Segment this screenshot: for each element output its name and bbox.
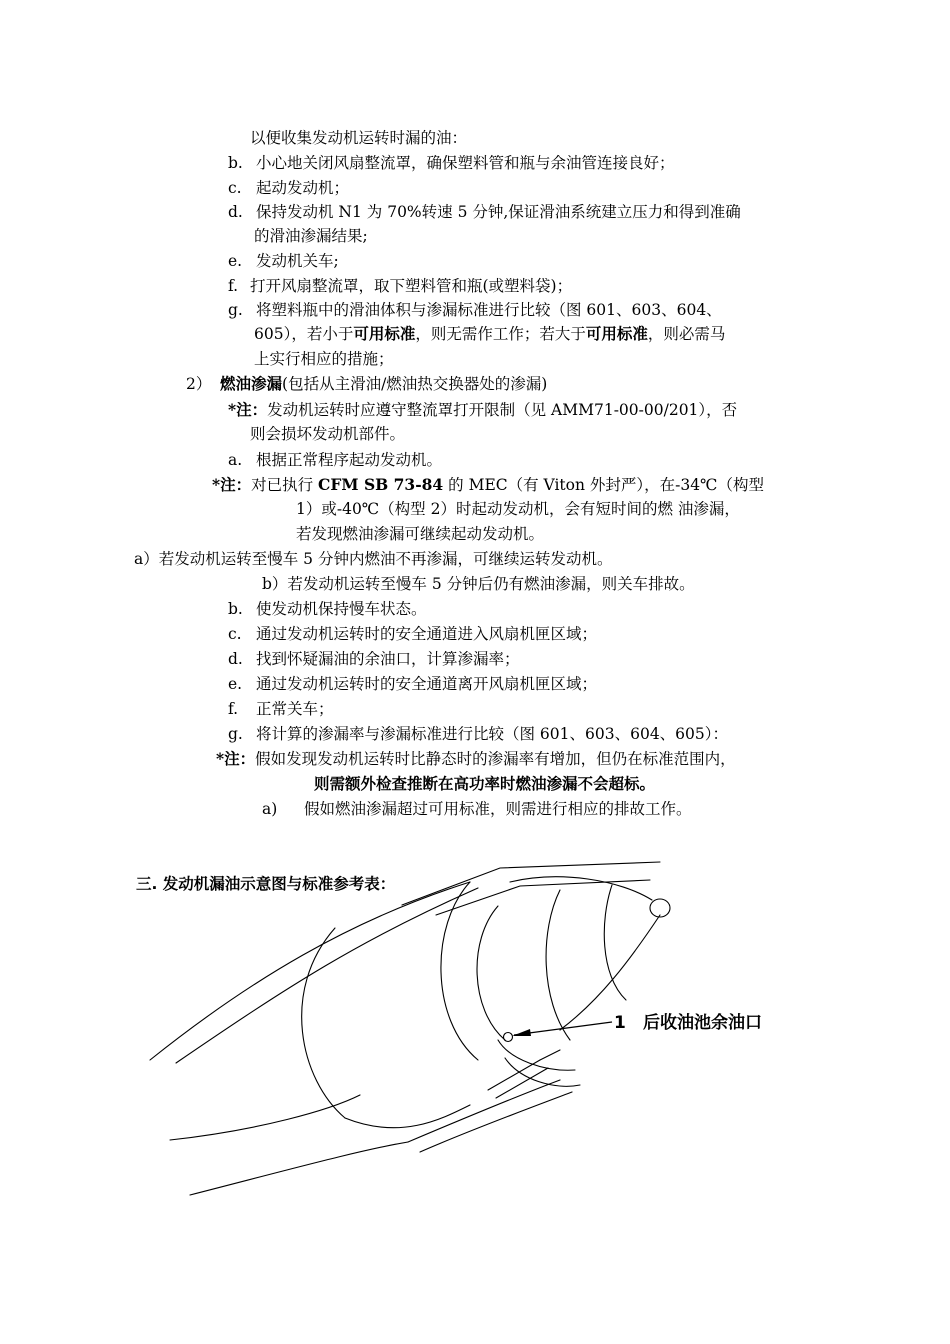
note-line: 则需额外检查推断在高功率时燃油渗漏不会超标。 <box>314 774 656 793</box>
text-line: 若发现燃油渗漏可继续起动发动机。 <box>296 525 545 543</box>
section-item: 2） 燃油渗漏(包括从主滑油/燃油热交换器处的渗漏) <box>186 374 548 393</box>
list-item: g. 将塑料瓶中的滑油体积与渗漏标准进行比较（图 601、603、604、 <box>228 301 722 319</box>
list-item: d. 保持发动机 N1 为 70%转速 5 分钟,保证滑油系统建立压力和得到准确 <box>228 203 741 221</box>
text-line: 605），若小于可用标准，则无需作工作；若大于可用标准，则必需马 <box>254 324 726 343</box>
list-item: g. 将计算的渗漏率与渗漏标准进行比较（图 601、603、604、605）： <box>228 725 729 743</box>
callout-number: 1 <box>614 1013 626 1033</box>
lower-cowl-line-2 <box>170 1095 360 1140</box>
cowl-arc <box>302 928 345 1118</box>
text-line: 1）或-40℃（构型 2）时起动发动机，会有短时间的燃 油渗漏， <box>296 500 740 518</box>
drain-tube-2 <box>496 1068 548 1098</box>
core-inner <box>477 906 505 1040</box>
list-item: e. 通过发动机运转时的安全通道离开风扇机匣区域； <box>228 675 598 693</box>
drain-tube-1 <box>488 1060 540 1090</box>
list-item: f. 打开风扇整流罩，取下塑料管和瓶(或塑料袋)； <box>228 277 573 295</box>
list-item: a. 根据正常程序起动发动机。 <box>228 451 443 469</box>
note-line: *注：发动机运转时应遵守整流罩打开限制（见 AMM71-00-00/201），否 <box>228 400 738 419</box>
callout-label: 后收油池余油口 <box>643 1013 762 1033</box>
lower-case-2 <box>420 1092 572 1152</box>
text-line: 以便收集发动机运转时漏的油： <box>250 129 468 147</box>
list-item: b. 使发动机保持慢车状态。 <box>228 600 427 618</box>
text-line: 则会损坏发动机部件。 <box>250 425 406 443</box>
list-item: f. 正常关车； <box>228 700 334 718</box>
list-item: b. 小心地关闭风扇整流罩，确保塑料管和瓶与余油管连接良好； <box>228 154 675 172</box>
text-line: b）若发动机运转至慢车 5 分钟后仍有燃油渗漏，则关车排故。 <box>262 575 695 593</box>
drain-port-marker <box>504 1033 513 1042</box>
nacelle-line-2 <box>176 888 478 1063</box>
core-outer <box>441 882 478 1060</box>
text-line: 上实行相应的措施； <box>254 350 394 368</box>
list-item: c. 起动发动机； <box>228 179 350 197</box>
text-line: a）若发动机运转至慢车 5 分钟内燃油不再渗漏，可继续运转发动机。 <box>134 550 613 568</box>
exhaust-cone-top <box>510 877 652 900</box>
note-line: *注：假如发现发动机运转时比静态时的渗漏率有增加，但仍在标准范围内， <box>216 749 736 768</box>
list-item: c. 通过发动机运转时的安全通道进入风扇机匣区域； <box>228 625 598 643</box>
drain-housing-2 <box>505 1058 580 1086</box>
callout-leader <box>512 1022 612 1036</box>
list-item: e. 发动机关车; <box>228 252 339 270</box>
lower-cowl-line <box>190 1142 408 1195</box>
note-line: *注：对已执行 CFM SB 73-84 的 MEC（有 Viton 外封严），在-34℃（构型 <box>212 475 764 494</box>
lower-case-1 <box>408 1080 560 1142</box>
drain-housing <box>498 1040 575 1070</box>
cone-body-2 <box>604 885 626 1000</box>
text-line: 的滑油渗漏结果; <box>254 227 368 245</box>
section-heading: 三. 发动机漏油示意图与标准参考表： <box>136 875 396 893</box>
list-item: d. 找到怀疑漏油的余油口，计算渗漏率； <box>228 650 520 668</box>
cone-tip <box>650 899 670 917</box>
nacelle-upper-edge <box>402 862 660 905</box>
drain-tube-3 <box>540 1050 560 1060</box>
cone-body <box>546 890 570 1040</box>
list-item: a) 假如燃油渗漏超过可用标准，则需进行相应的排故工作。 <box>262 800 692 818</box>
